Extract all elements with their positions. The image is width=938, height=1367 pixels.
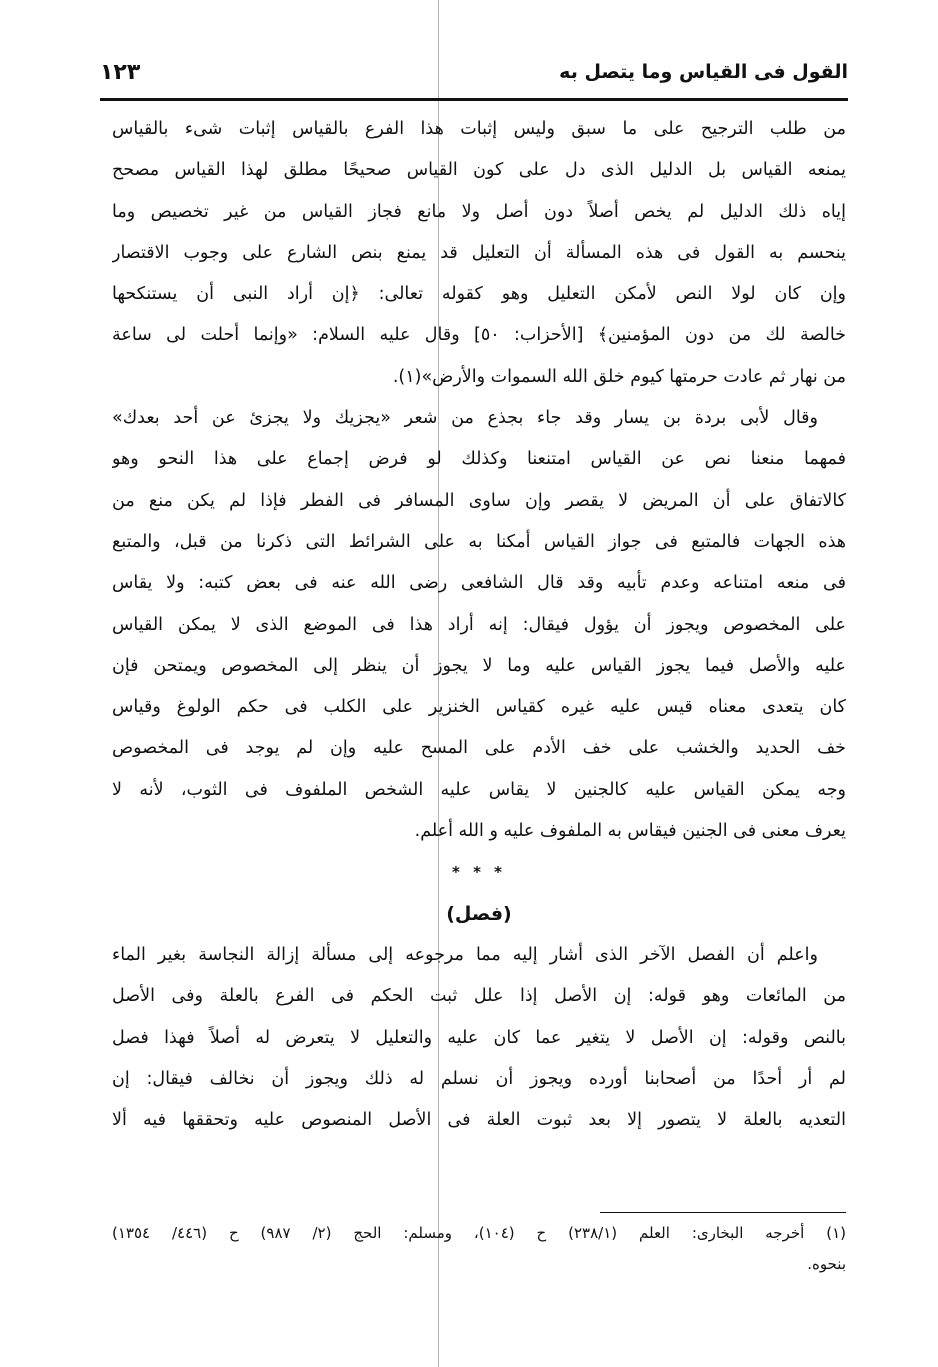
text-line: بالنص وقوله: إن الأصل لا يتغير عما كان عليه والتعليل لا يتعرض له أصلاً فهذا فصل — [112, 1027, 846, 1048]
text-line: فمهما منعنا نص عن القياس امتنعنا وكذلك لو فرض إجماع على هذا النحو وهو — [112, 449, 846, 470]
text-line: واعلم أن الفصل الآخر الذى أشار إليه مما مرجوعه إلى مسألة إزالة النجاسة بغير الماء — [112, 944, 818, 965]
text-line: من المائعات وهو قوله: إن الأصل إذا علل ثبت الحكم فى الفرع بالعلة وفى الأصل — [112, 986, 846, 1007]
section-separator: * * * — [452, 863, 506, 882]
footnotes — [112, 1218, 846, 1280]
header-rule — [100, 98, 848, 101]
text-line: لم أر أحدًا من أصحابنا أورده ويجوز أن نسلم له ذلك ويجوز أن نخالف فيقال: إن — [112, 1068, 846, 1089]
footnote-rule — [600, 1212, 846, 1213]
text-line: هذه الجهات فالمتبع فى جواز القياس أمكنا به على الشرائط التى ذكرنا من قبل، والمتبع — [112, 531, 846, 552]
text-line: خف الحديد والخشب على خف الأدم على المسح عليه وإن لم يوجد فى المخصوص — [112, 738, 846, 759]
text-line: يعرف معنى فى الجنين فيقاس به الملفوف عليه و الله أعلم. — [414, 821, 846, 842]
page-header — [100, 52, 848, 92]
text-line: وإن كان لولا النص لأمكن التعليل وهو كقوله تعالى: ﴿إن أراد النبى أن يستنكحها — [112, 284, 846, 305]
page-number: ١٢٣ — [100, 59, 141, 85]
body-text — [112, 109, 846, 1141]
text-line: فى منعه امتناعه وعدم تأبيه وقد قال الشافعى رضى الله عنه فى بعض كتبه: ولا يقاس — [112, 573, 846, 594]
text-line: خالصة لك من دون المؤمنين﴾ [الأحزاب: ٥٠] وقال عليه السلام: «وإنما أحلت لى ساعة — [112, 325, 846, 346]
text-line: يمنعه القياس بل الدليل الذى دل على كون القياس صحيحًا مطلق لهذا القياس مصحح — [112, 160, 846, 181]
text-line: وقال لأبى بردة بن يسار وقد جاء بجذع من شعر «يجزيك ولا يجزئ عن أحد بعدك» — [112, 408, 818, 429]
text-line: إياه ذلك الدليل لم يخص أصلاً دون أصل ولا مانع فجاز القياس من غير تخصيص وما — [112, 201, 846, 222]
text-line: عليه والأصل فيما يجوز القياس عليه وما لا يجوز أن ينظر إلى المخصوص ويمتحن فإن — [112, 655, 846, 676]
footnote-line: (١) أخرجه البخارى: العلم (٢٣٨/١) ح (١٠٤)، ومسلم: الحج (٢/ ٩٨٧) ح (٤٤٦/ ١٣٥٤) — [112, 1224, 846, 1242]
text-line: من طلب الترجيح على ما سبق وليس إثبات هذا الفرع بالقياس إثبات شىء بالقياس — [112, 119, 846, 139]
running-title: القول فى القياس وما يتصل به — [559, 61, 848, 83]
section-title: (فصل) — [446, 902, 512, 925]
text-line: من نهار ثم عادت حرمتها كيوم خلق الله السموات والأرض»(١). — [392, 366, 846, 387]
text-line: على المخصوص ويجوز أن يؤول فيقال: إنه أراد هذا فى الموضع الذى لا يمكن القياس — [112, 614, 846, 635]
text-line: كان يتعدى معناه قيس عليه غيره كقياس الخنزير على الكلب فى حكم الولوغ وقياس — [112, 697, 846, 718]
text-line: وجه يمكن القياس عليه كالجنين لا يقاس عليه الشخص الملفوف فى الثوب، لأنه لا — [112, 779, 846, 800]
text-line: ينحسم به القول فى هذه المسألة أن التعليل قد يمنع بنص الشارع على وجوب الاقتصار — [112, 242, 846, 263]
text-line: التعديه بالعلة لا يتصور إلا بعد ثبوت العلة فى الأصل المنصوص عليه وتحققها فيه ألا — [112, 1110, 846, 1131]
footnote-line: بنحوه. — [807, 1255, 846, 1273]
text-line: كالاتفاق على أن المريض لا يقصر وإن ساوى المسافر فى الفطر فإذا لم يكن منع من — [112, 490, 846, 511]
